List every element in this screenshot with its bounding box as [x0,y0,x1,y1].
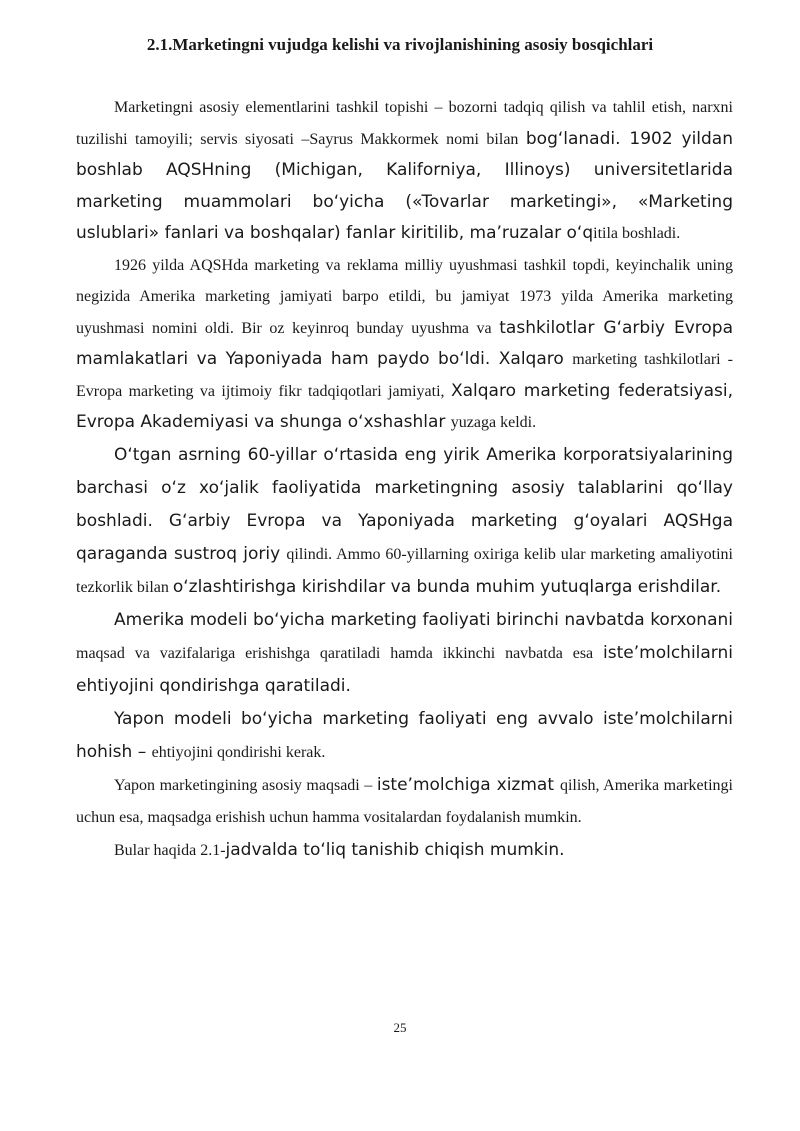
text-run: Xalqaro marketing federatsiyasi, Evropa Akademiyasi va shunga o‘xshashlar [76,380,734,432]
text-run: jadvalda to‘liq tanishib chiqish mumkin. [225,839,565,860]
paragraph-4 [76,604,733,703]
section-heading: 2.1.Marketingni vujudga kelishi va rivojlanishining asosiy bosqichlari [146,35,654,54]
paragraph-6 [76,769,733,834]
text-run: qilindi. Ammo 60-yillarning oxiriga kelib ular marketing amaliyotini tezkorlik bilan [76,545,733,596]
text-run: bog‘lanadi. 1902 yildan boshlab AQSHning (Michigan, Kaliforniya, Illinoys) universitetlarida marketing muammolari bo‘yicha («Tovarlar marketingi», «Marketing uslublari» fanlari va boshqalar) fanlar kiritilib, ma’ruzalar o‘q [76,128,733,243]
paragraph-3 [76,439,733,604]
paragraph-5 [76,703,733,769]
text-run: o‘zlashtirishga kirishdilar va bunda muhim yutuqlarga erishdilar. [172,576,722,597]
text-run: Amerika modeli bo‘yicha marketing faoliyati birinchi navbatda korxonani [114,609,733,630]
text-run: Yapon marketingining asosiy maqsadi – [114,776,377,794]
text-run: iste’molchiga xizmat [376,774,560,795]
text-run: Marketingni asosiy elementlarini tashkil topishi – bozorni tadqiq qilish va tahlil etish, narxni tuzilishi tamoyili; servis siyosati –Sayrus Makkormek nomi bilan [76,99,733,148]
page-number: 25 [393,1020,407,1035]
text-run: itila boshladi. [593,225,681,242]
body-text [76,92,733,867]
paragraph-7 [76,834,733,867]
text-run: 1926 yilda AQSHda marketing va reklama milliy uyushmasi tashkil topdi, keyinchalik uning negizida Amerika marketing jamiyati barpo etildi, bu jamiyat 1973 yilda Amerika marketing uyushmasi nomini oldi. Bir oz keyinroq bunday uyushma va [76,256,733,337]
text-run: O‘tgan asrning 60-yillar o‘rtasida eng yirik Amerika korporatsiyalarining barchasi o‘z xo‘jalik faoliyatida marketingning asosiy talablarini qo‘llay boshladi. G‘arbiy Evropa va Yaponiyada marketing g‘oyalari AQSHga qaraganda sustroq joriy [76,444,733,564]
text-run: maqsad va vazifalariga erishishga qaratiladi hamda ikkinchi navbatda esa [76,644,604,662]
paragraph-2 [76,250,733,439]
text-run: ehtiyojini qondirishi kerak. [151,743,326,761]
text-run: yuzaga keldi. [450,414,537,431]
text-run: Bular haqida 2.1- [114,841,226,859]
text-run: marketing tashkilotlari - Evropa marketing va ijtimoiy fikr tadqiqotlari jamiyati, [76,351,734,400]
text-run: tashkilotlar G‘arbiy Evropa mamlakatlari va Yaponiyada ham paydo bo‘ldi. Xalqaro [76,317,733,369]
text-run: iste’molchilarni ehtiyojini qondirishga qaratiladi. [76,642,733,696]
paragraph-1 [76,92,733,250]
text-run: Yapon modeli bo‘yicha marketing faoliyati eng avvalo iste’molchilarni hohish – [76,708,733,762]
text-run: qilish, Amerika marketingi uchun esa, maqsadga erishish uchun hamma vositalardan foydalanish mumkin. [76,776,733,826]
